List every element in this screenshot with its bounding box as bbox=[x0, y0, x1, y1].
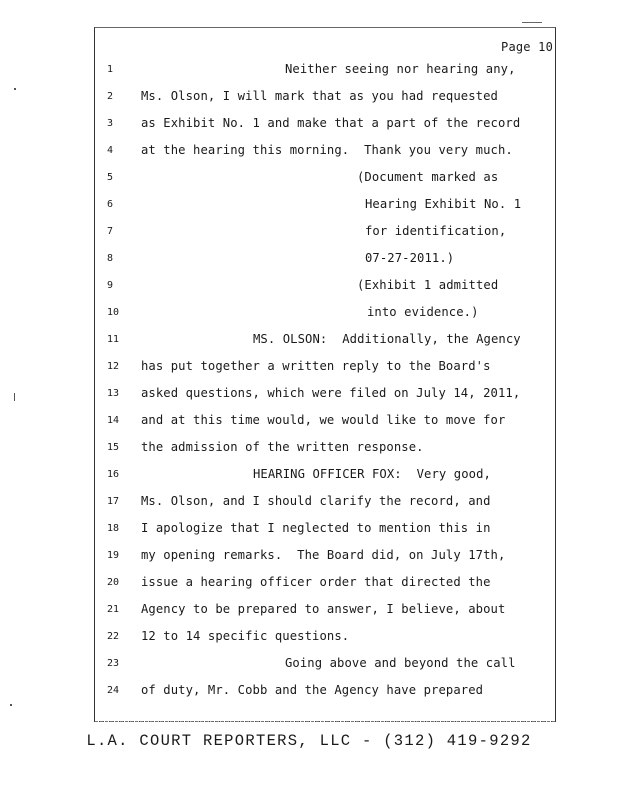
line-number: 4 bbox=[107, 145, 114, 156]
transcript-line: (Document marked as bbox=[357, 170, 499, 184]
transcript-line: and at this time would, we would like to move for bbox=[141, 413, 506, 427]
transcript-line: Ms. Olson, I will mark that as you had requested bbox=[141, 89, 498, 103]
line-number: 6 bbox=[107, 199, 114, 210]
line-number: 9 bbox=[107, 280, 114, 291]
transcript-line: issue a hearing officer order that directed the bbox=[141, 575, 491, 589]
line-number: 16 bbox=[107, 469, 120, 480]
line-number: 1 bbox=[107, 64, 114, 75]
transcript-line: as Exhibit No. 1 and make that a part of the record bbox=[141, 116, 521, 130]
transcript-line: MS. OLSON: Additionally, the Agency bbox=[253, 332, 521, 346]
line-number: 2 bbox=[107, 91, 114, 102]
line-number: 7 bbox=[107, 226, 114, 237]
transcript-frame bbox=[94, 27, 556, 722]
line-number: 19 bbox=[107, 550, 120, 561]
transcript-line: HEARING OFFICER FOX: Very good, bbox=[253, 467, 491, 481]
line-number: 23 bbox=[107, 658, 120, 669]
transcript-line: Going above and beyond the call bbox=[285, 656, 516, 670]
transcript-line: Ms. Olson, and I should clarify the record, and bbox=[141, 494, 491, 508]
transcript-line: for identification, bbox=[365, 224, 507, 238]
line-number: 22 bbox=[107, 631, 120, 642]
transcript-line: of duty, Mr. Cobb and the Agency have prepared bbox=[141, 683, 484, 697]
line-number: 20 bbox=[107, 577, 120, 588]
transcript-line: I apologize that I neglected to mention this in bbox=[141, 521, 491, 535]
transcript-line: the admission of the written response. bbox=[141, 440, 424, 454]
transcript-line: has put together a written reply to the Board's bbox=[141, 359, 491, 373]
scan-mark bbox=[522, 22, 542, 23]
transcript-line: 07-27-2011.) bbox=[365, 251, 455, 265]
footer-reporter-info: L.A. COURT REPORTERS, LLC - (312) 419-9292 bbox=[86, 732, 532, 750]
scan-speck bbox=[10, 704, 12, 706]
transcript-line: Hearing Exhibit No. 1 bbox=[365, 197, 522, 211]
scan-speck bbox=[14, 393, 15, 401]
line-number: 3 bbox=[107, 118, 114, 129]
line-number: 13 bbox=[107, 388, 120, 399]
transcript-line: (Exhibit 1 admitted bbox=[357, 278, 499, 292]
line-number: 5 bbox=[107, 172, 114, 183]
transcript-line: Neither seeing nor hearing any, bbox=[285, 62, 516, 76]
line-number: 10 bbox=[107, 307, 120, 318]
scan-speck bbox=[14, 88, 16, 90]
frame-bottom-rule bbox=[95, 717, 555, 722]
line-number: 21 bbox=[107, 604, 120, 615]
transcript-line: Agency to be prepared to answer, I believe, about bbox=[141, 602, 506, 616]
line-number: 18 bbox=[107, 523, 120, 534]
page-number: Page 10 bbox=[501, 40, 553, 54]
line-number: 24 bbox=[107, 685, 120, 696]
line-number: 12 bbox=[107, 361, 120, 372]
line-number: 8 bbox=[107, 253, 114, 264]
line-number: 15 bbox=[107, 442, 120, 453]
line-number: 17 bbox=[107, 496, 120, 507]
transcript-line: my opening remarks. The Board did, on July 17th, bbox=[141, 548, 506, 562]
transcript-line: into evidence.) bbox=[367, 305, 479, 319]
line-number: 14 bbox=[107, 415, 120, 426]
transcript-line: 12 to 14 specific questions. bbox=[141, 629, 350, 643]
transcript-line: at the hearing this morning. Thank you very much. bbox=[141, 143, 513, 157]
transcript-line: asked questions, which were filed on July 14, 2011, bbox=[141, 386, 521, 400]
line-number: 11 bbox=[107, 334, 120, 345]
